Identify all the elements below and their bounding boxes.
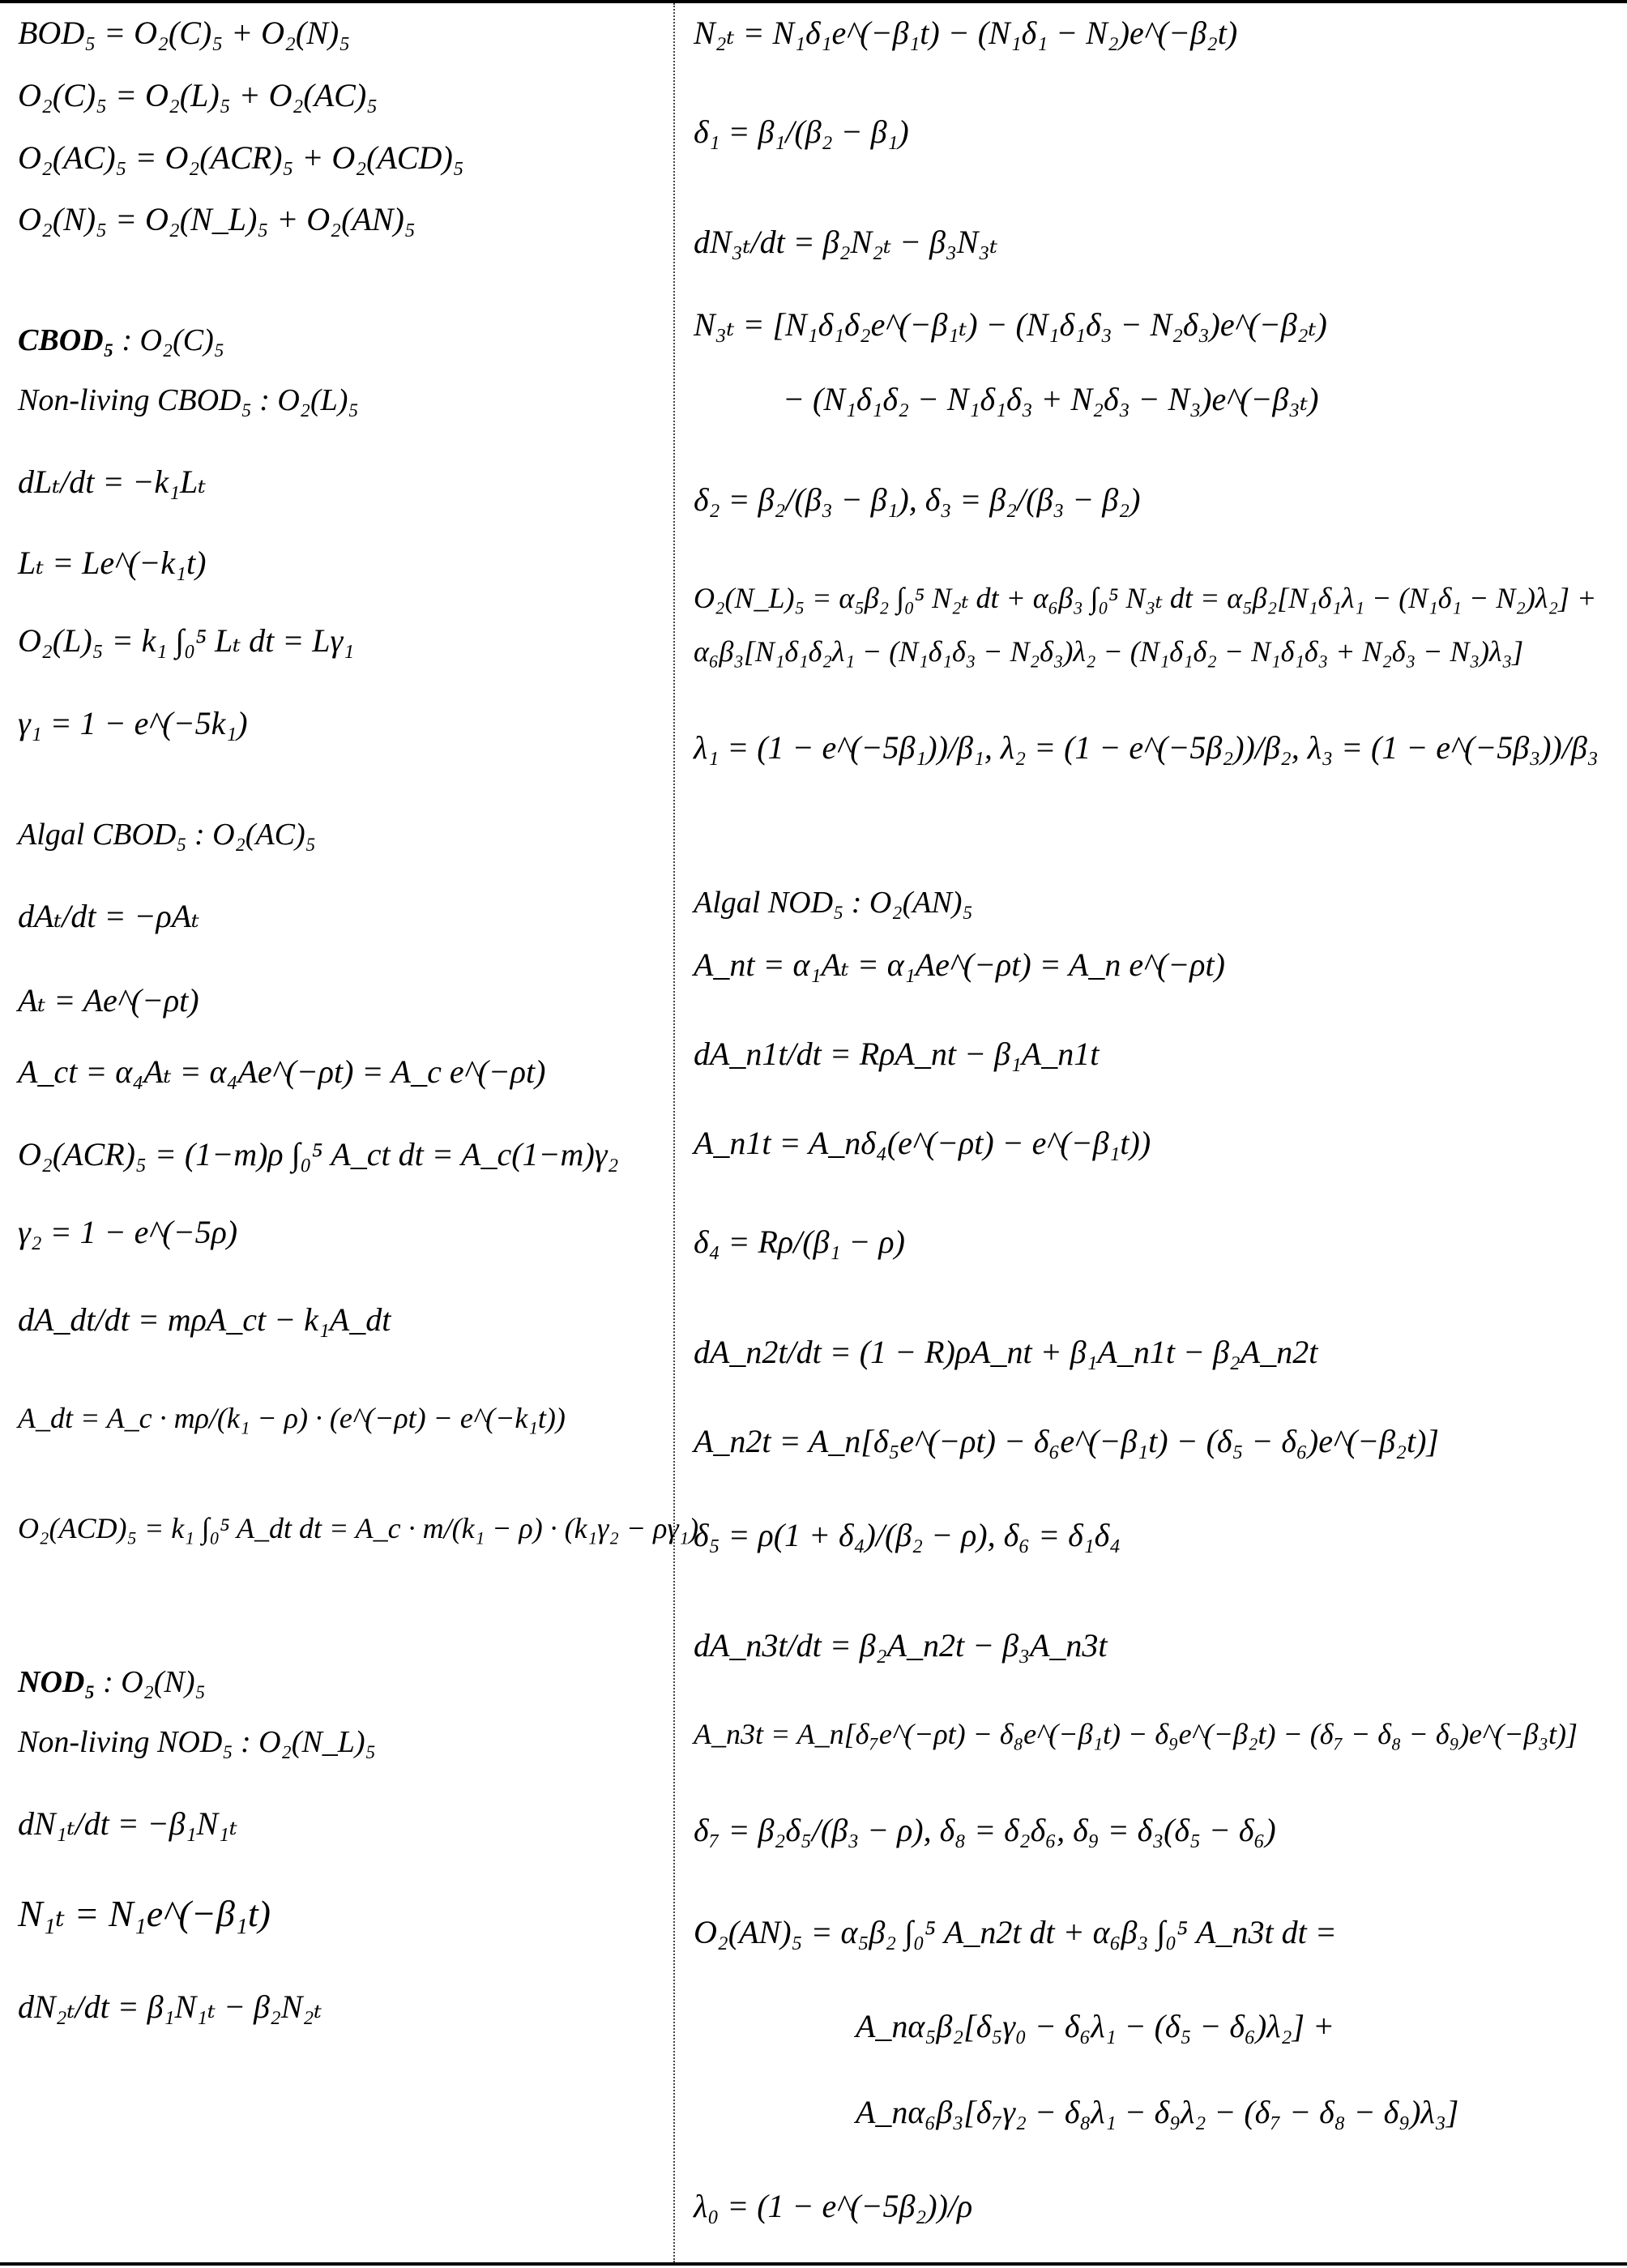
eq-o2an5-line3: A_nα₆β₃[δ₇γ₂ − δ₈λ₁ − δ₉λ₂ − (δ₇ − δ₈ − δ₉)λ₃]: [856, 2094, 1459, 2130]
eq-dan1t: dA_n1t/dt = RρA_nt − β₁A_n1t: [694, 1036, 1100, 1072]
eq-lambda123: λ₁ = (1 − e^(−5β₁))/β₁, λ₂ = (1 − e^(−5β₂))/β₂, λ₃ = (1 − e^(−5β₃))/β₃: [694, 729, 1599, 766]
cbod-heading-math: : O₂(C)₅: [113, 323, 225, 357]
nod-heading-label: NOD₅: [18, 1665, 96, 1699]
bottom-rule: [0, 2262, 1627, 2266]
eq-delta1: δ₁ = β₁/(β₂ − β₁): [694, 113, 909, 150]
nonliving-cbod-math: : O₂(L)₅: [251, 383, 359, 417]
nonliving-nod-label: Non-living NOD₅: [18, 1725, 233, 1759]
algal-nod-heading: [694, 885, 973, 920]
eq-n3t-line1: N₃ₜ = [N₁δ₁δ₂e^(−β₁ₜ) − (N₁δ₁δ₃ − N₂δ₃)e^(−β₂ₜ): [694, 306, 1327, 343]
eq-gamma1: γ₁ = 1 − e^(−5k₁): [18, 705, 248, 741]
nod-heading-math: : O₂(N)₅: [95, 1665, 206, 1699]
eq-dan3t: dA_n3t/dt = β₂A_n2t − β₃A_n3t: [694, 1627, 1108, 1664]
eq-o2ac5: O₂(AC)₅ = O₂(ACR)₅ + O₂(ACD)₅: [18, 139, 464, 176]
algal-nod-math: : O₂(AN)₅: [843, 886, 973, 920]
eq-delta56: δ₅ = ρ(1 + δ₄)/(β₂ − ρ), δ₆ = δ₁δ₄: [694, 1517, 1121, 1553]
eq-dn3t: dN₃ₜ/dt = β₂N₂ₜ − β₃N₃ₜ: [694, 224, 998, 260]
eq-o2nl5-line2: α₆β₃[N₁δ₁δ₂λ₁ − (N₁δ₁δ₃ − N₂δ₃)λ₂ − (N₁δ₁δ₂ − N₁δ₁δ₃ + N₂δ₃ − N₃)λ₃]: [694, 635, 1524, 668]
eq-delta4: δ₄ = Rρ/(β₁ − ρ): [694, 1224, 905, 1260]
eq-act: A_ct = α₄Aₜ = α₄Ae^(−ρt) = A_c e^(−ρt): [18, 1053, 546, 1090]
eq-o2l5: O₂(L)₅ = k₁ ∫₀⁵ Lₜ dt = Lγ₁: [18, 622, 355, 659]
eq-o2nl5-line1: O₂(N_L)₅ = α₅β₂ ∫₀⁵ N₂ₜ dt + α₆β₃ ∫₀⁵ N₃ₜ dt = α₅β₂[N₁δ₁λ₁ − (N₁δ₁ − N₂)λ₂] +: [694, 582, 1597, 614]
eq-lt: Lₜ = Le^(−k₁t): [18, 545, 207, 581]
algal-cbod-math: : O₂(AC)₅: [186, 818, 316, 852]
eq-ant: A_nt = α₁Aₜ = α₁Ae^(−ρt) = A_n e^(−ρt): [694, 946, 1225, 983]
algal-cbod-label: Algal CBOD₅: [18, 818, 187, 852]
top-rule: [0, 0, 1627, 3]
eq-adt: A_dt = A_c · mρ/(k₁ − ρ) · (e^(−ρt) − e^(−k₁t)): [18, 1402, 566, 1434]
eq-o2an5-line1: O₂(AN)₅ = α₅β₂ ∫₀⁵ A_n2t dt + α₆β₃ ∫₀⁵ A_n3t dt =: [694, 1914, 1337, 1950]
eq-dlt: dLₜ/dt = −k₁Lₜ: [18, 463, 207, 500]
eq-dan2t: dA_n2t/dt = (1 − R)ρA_nt + β₁A_n1t − β₂A_n2t: [694, 1334, 1318, 1370]
eq-o2an5-line2: A_nα₅β₂[δ₅γ₀ − δ₆λ₁ − (δ₅ − δ₆)λ₂] +: [856, 2008, 1335, 2044]
algal-nod-label: Algal NOD₅: [694, 886, 844, 920]
eq-n3t-line2: − (N₁δ₁δ₂ − N₁δ₁δ₃ + N₂δ₃ − N₃)e^(−β₃ₜ): [783, 381, 1319, 417]
nonliving-nod-heading: [18, 1724, 376, 1760]
column-divider: [673, 3, 675, 2262]
eq-bod5: BOD₅ = O₂(C)₅ + O₂(N)₅: [18, 15, 351, 51]
eq-n1t: N₁ₜ = N₁e^(−β₁t): [18, 1893, 271, 1934]
nonliving-nod-math: : O₂(N_L)₅: [233, 1725, 376, 1759]
eq-delta789: δ₇ = β₂δ₅/(β₃ − ρ), δ₈ = δ₂δ₆, δ₉ = δ₃(δ₅ − δ₆): [694, 1812, 1276, 1848]
nonliving-cbod-label: Non-living CBOD₅: [18, 383, 252, 417]
nod-heading: [18, 1664, 206, 1700]
algal-cbod-heading: [18, 817, 316, 852]
eq-delta23: δ₂ = β₂/(β₃ − β₁), δ₃ = β₂/(β₃ − β₂): [694, 481, 1141, 518]
cbod-heading-label: CBOD₅: [18, 323, 114, 357]
eq-o2c5: O₂(C)₅ = O₂(L)₅ + O₂(AC)₅: [18, 77, 378, 113]
eq-dat: dAₜ/dt = −ρAₜ: [18, 898, 200, 934]
eq-an3t: A_n3t = A_n[δ₇e^(−ρt) − δ₈e^(−β₁t) − δ₉e^(−β₂t) − (δ₇ − δ₈ − δ₉)e^(−β₃t)]: [694, 1718, 1578, 1750]
eq-o2acd5: O₂(ACD)₅ = k₁ ∫₀⁵ A_dt dt = A_c · m/(k₁ − ρ) · (k₁γ₂ − ργ₁): [18, 1512, 699, 1544]
nonliving-cbod-heading: [18, 382, 359, 418]
eq-dn2t: dN₂ₜ/dt = β₁N₁ₜ − β₂N₂ₜ: [18, 1988, 322, 2025]
eq-an2t: A_n2t = A_n[δ₅e^(−ρt) − δ₆e^(−β₁t) − (δ₅ − δ₆)e^(−β₂t)]: [694, 1423, 1439, 1459]
eq-dn1t: dN₁ₜ/dt = −β₁N₁ₜ: [18, 1805, 237, 1842]
eq-dadt: dA_dt/dt = mρA_ct − k₁A_dt: [18, 1301, 391, 1338]
eq-gamma2: γ₂ = 1 − e^(−5ρ): [18, 1214, 238, 1250]
eq-o2acr5: O₂(ACR)₅ = (1−m)ρ ∫₀⁵ A_ct dt = A_c(1−m)γ₂: [18, 1136, 619, 1172]
cbod-heading: [18, 322, 224, 358]
eq-at: Aₜ = Ae^(−ρt): [18, 982, 199, 1019]
eq-lambda0: λ₀ = (1 − e^(−5β₂))/ρ: [694, 2188, 973, 2224]
eq-o2n5: O₂(N)₅ = O₂(N_L)₅ + O₂(AN)₅: [18, 201, 416, 237]
eq-an1t: A_n1t = A_nδ₄(e^(−ρt) − e^(−β₁t)): [694, 1125, 1151, 1161]
eq-n2t: N₂ₜ = N₁δ₁e^(−β₁t) − (N₁δ₁ − N₂)e^(−β₂t): [694, 15, 1238, 51]
